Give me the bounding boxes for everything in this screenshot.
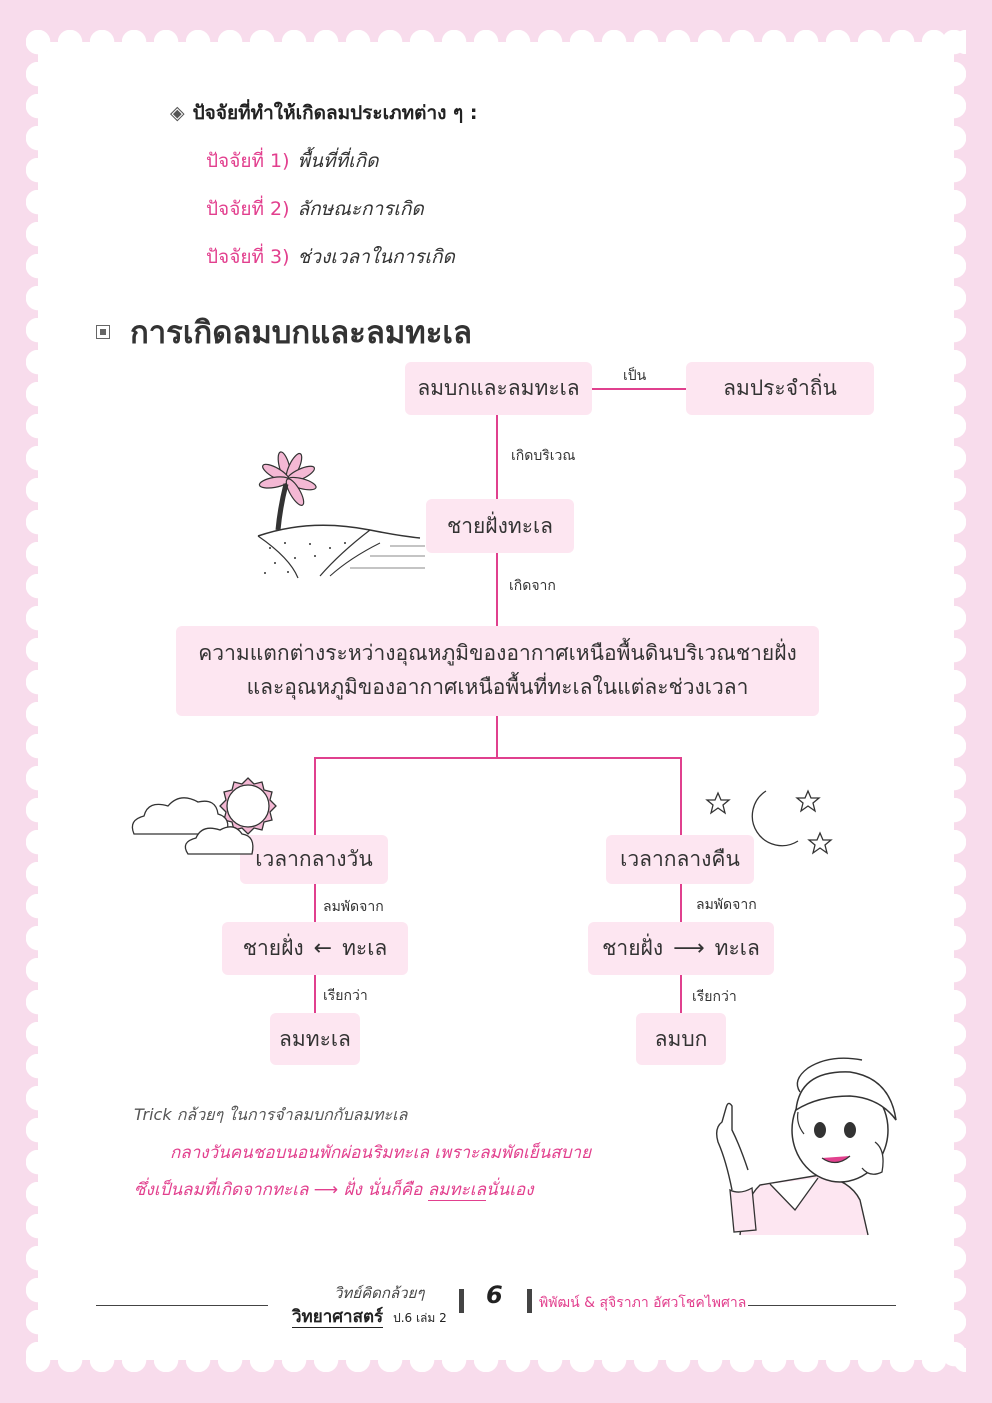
footer-rule-left [96,1305,268,1306]
square-bullet-icon [96,325,110,339]
cause-line-2: และอุณหภูมิของอากาศเหนือพื้นที่ทะเลในแต่ละช่วงเวลา [246,675,749,699]
cause-line-1: ความแตกต่างระหว่างอุณหภูมิของอากาศเหนือพื้นดินบริเวณชายฝั่ง [198,641,797,666]
section-title: การเกิดลมบกและลมทะเล [130,315,472,351]
box-night-direction [588,922,774,975]
label-day-called: เรียกว่า [323,988,368,1004]
factor-value: พื้นที่ที่เกิด [297,150,379,172]
trick-line-2-start: ซึ่งเป็นลมที่เกิดจากทะเล ⟶ ฝั่ง นั่นก็คือ [134,1180,428,1200]
box-land-breeze: ลมบก [636,1013,726,1065]
factor-label: ปัจจัยที่ 3) [206,246,290,268]
night-dir-right: ทะเล [714,936,760,960]
label-is: เป็น [623,368,647,384]
factors-heading [170,98,477,128]
trick-line-1: กลางวันคนชอบนอนพักผ่อนริมทะเล เพราะลมพัดเย็นสบาย [170,1143,592,1163]
box-land-sea-breeze: ลมบกและลมทะเล [405,362,592,415]
box-cause [176,626,819,716]
footer-rule-right [748,1305,896,1306]
label-day-blows-from: ลมพัดจาก [323,899,384,915]
connector-cause-down [496,716,498,758]
label-occurs-at: เกิดบริเวณ [511,448,576,464]
label-night-blows-from: ลมพัดจาก [696,897,757,913]
day-dir-right: ทะเล [342,936,388,960]
box-local-wind: ลมประจำถิ่น [686,362,874,415]
connector-night [680,757,682,835]
connector-split [314,757,682,759]
footer-divider [527,1289,532,1313]
label-night-called: เรียกว่า [692,989,737,1005]
box-day-direction [222,922,408,975]
factor-label: ปัจจัยที่ 1) [206,150,290,172]
factor-item-1 [206,146,378,176]
connector-is [592,388,686,390]
factor-item-2 [206,194,424,224]
page-number: 6 [486,1281,503,1309]
box-nighttime: เวลากลางคืน [606,835,754,884]
factor-value: ช่วงเวลาในการเกิด [297,246,455,268]
footer-subject: วิทยาศาสตร์ [292,1307,384,1327]
box-coast: ชายฝั่งทะเล [426,499,574,553]
connector-day-blow [314,884,316,922]
footer-grade: ป.6 เล่ม 2 [393,1311,447,1325]
trick-title: Trick กล้วยๆ ในการจำลมบกกับลมทะเล [134,1105,408,1124]
boy-pointing-illustration [700,1050,905,1245]
connector-occurs-at [496,415,498,499]
trick-underlined-term: ลมทะเล [427,1180,486,1200]
connector-caused-by [496,553,498,626]
connector-day [314,757,316,835]
label-caused-by: เกิดจาก [509,578,556,594]
footer-book [292,1303,447,1330]
arrow-left-icon: ← [313,936,333,961]
factor-label: ปัจจัยที่ 2) [206,198,290,220]
diamond-bullet-icon: ◈ [170,102,185,124]
beach-palm-illustration [250,448,430,583]
arrow-right-icon: ⟶ [673,936,705,961]
section-heading [96,307,472,357]
footer-authors: พิพัฒน์ & สุจิราภา อัศวโชคไพศาล [539,1295,747,1311]
factors-heading-text: ปัจจัยที่ทำให้เกิดลมประเภทต่าง ๆ : [192,102,478,124]
connector-day-called [314,975,316,1013]
moon-stars-icon [700,785,840,865]
footer-series: วิทย์คิดกล้วยๆ [334,1284,425,1302]
sun-cloud-icon [128,770,288,865]
trick-line-2 [134,1176,534,1203]
connector-night-called [680,975,682,1013]
factor-item-3 [206,242,455,272]
footer-divider [459,1289,464,1313]
box-daytime: เวลากลางวัน [240,835,388,884]
box-sea-breeze: ลมทะเล [270,1013,360,1065]
factor-value: ลักษณะการเกิด [297,198,424,220]
night-dir-left: ชายฝั่ง [602,936,664,960]
trick-line-2-end: นั่นเอง [485,1180,534,1200]
connector-night-blow [680,884,682,922]
day-dir-left: ชายฝั่ง [242,936,304,960]
